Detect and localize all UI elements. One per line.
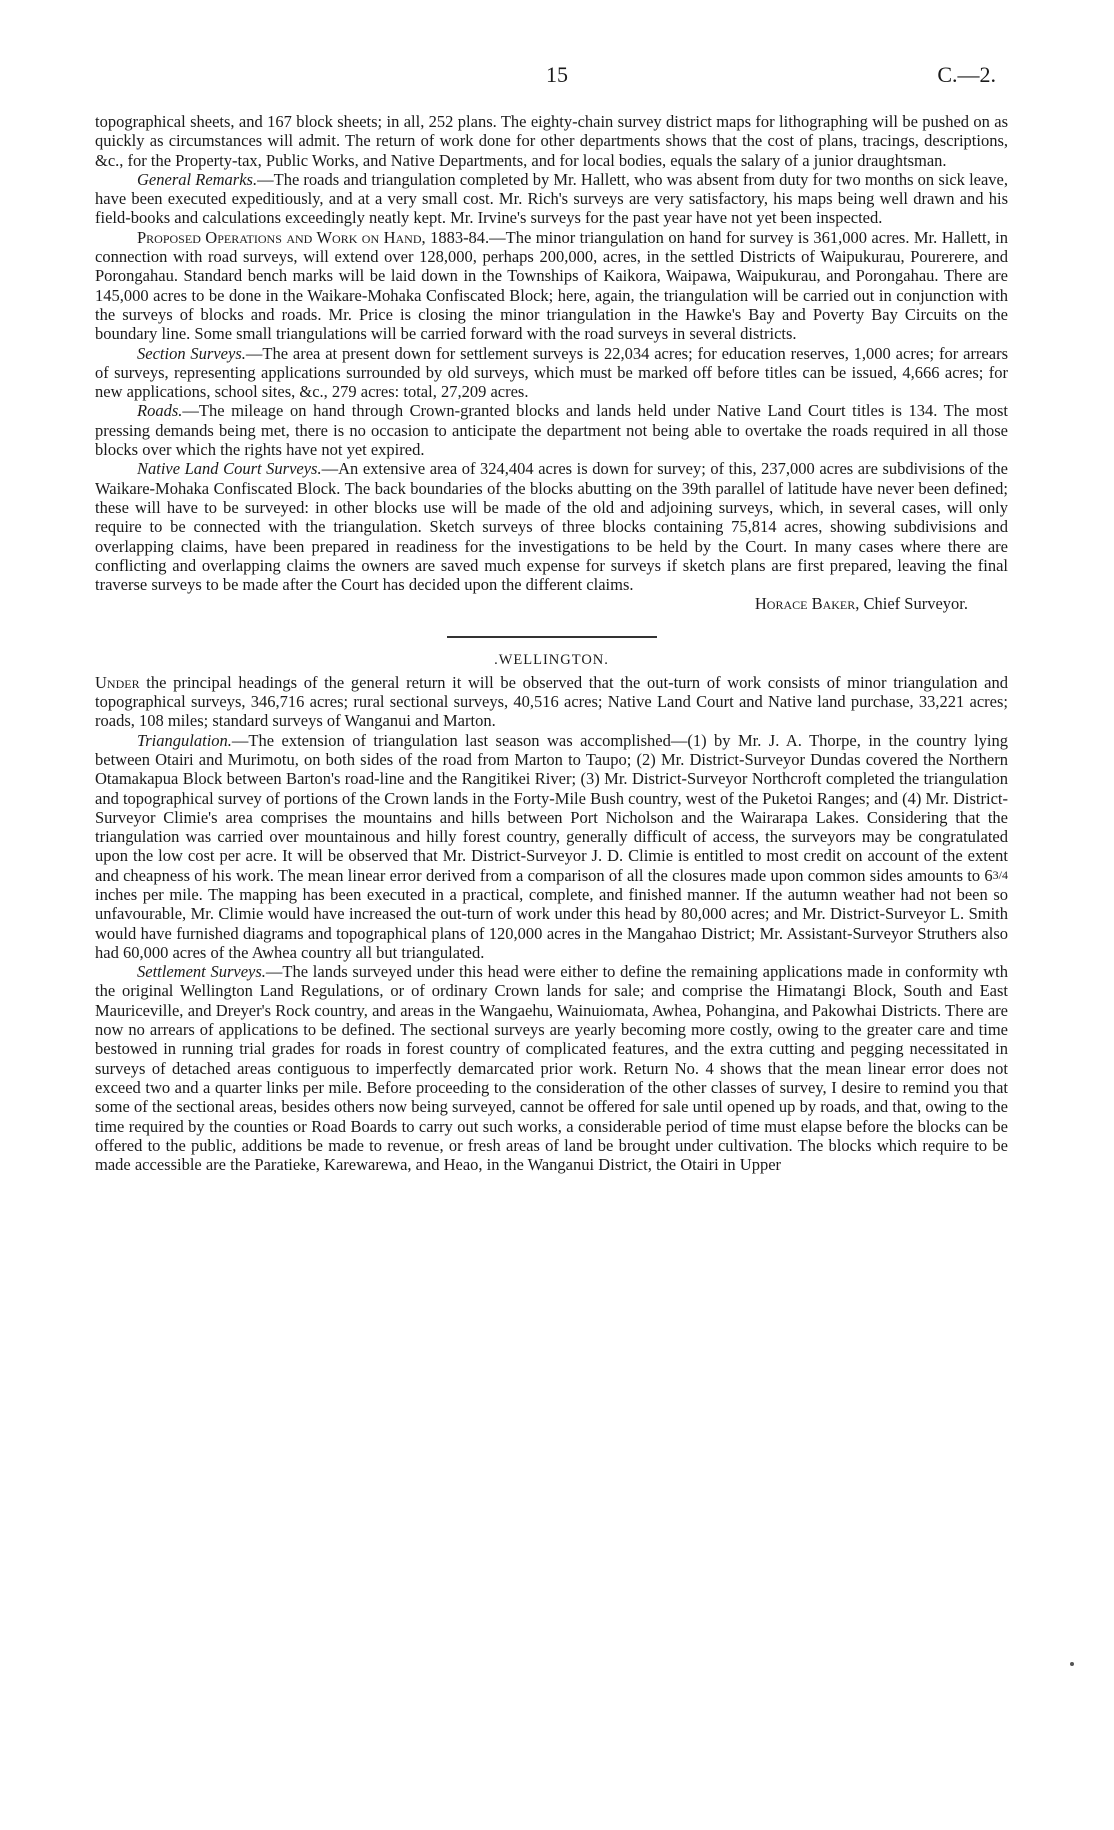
paragraph-native-land-court: Native Land Court Surveys.—An extensive area of 324,404 acres is down for survey; of this, 237,000 acres are subdivisions of the Waikare-Mohaka Confiscated Block. The back boundaries of the blocks abutting on the 39th parallel of latitude have never been defined; these will have to be surveyed: in other blocks use will be made of the old and adjoining surveys, which, in several cases, will only require to be connected with the triangulation. Sketch surveys of three blocks containing 75,814 acres, showing subdivisions and overlapping claims, have been prepared in readiness for the investigations to be held by the Court. In many cases where there are conflicting and overlapping claims the owners are saved much expense for surveys if sketch plans are first prepared, leaving the final traverse surveys to be made after the Court has decided upon the different claims. [95, 459, 1008, 595]
signature-name: Horace Baker [754, 594, 856, 614]
heading-proposed-operations: Proposed Operations and Work on Hand [137, 227, 422, 247]
paragraph-proposed-operations: Proposed Operations and Work on Hand, 1883-84.—The minor triangulation on hand for survey is 361,000 acres. Mr. Hallett, in connection with road surveys, will extend over 128,000, perhaps 200,000, acres, in the settled Districts of Waipukurau, Pourerere, and Porongahau. Standard bench marks will be laid down in the Townships of Kaikora, Waipawa, Waipukurau, and Porongahau. There are 145,000 acres to be done in the Waikare-Mohaka Confiscated Block; here, again, the triangulation will be carried out in conjunction with the surveys of blocks and roads. Mr. Price is closing the minor triangulation in the Hawke's Bay and Poverty Bay Circuits on the boundary line. Some small triangulations will be carried forward with the road surveys in several districts. [95, 227, 1008, 344]
page-number: 15 [546, 62, 568, 87]
heading-native-land-court: Native Land Court Surveys. [137, 459, 322, 479]
fraction: 3/4 [992, 867, 1008, 882]
paragraph-triangulation: Triangulation.—The extension of triangulation last season was accomplished—(1) by Mr. J. A. Thorpe, in the country lying between Otairi and Murimotu, on both sides of the road from Marton to Taupo; (2) Mr. District-Surveyor Dundas covered the Northern Otamakapua Block between Barton's road-line and the Rangitikei River; (3) Mr. District-Surveyor Northcroft completed the triangulation and topographical survey of portions of the Crown lands in the Forty-Mile Bush country, west of the Puketoi Ranges; and (4) Mr. District-Surveyor Climie's area comprises the mountains and hills between Port Nicholson and the Wairarapa Lakes. Considering that the triangulation was carried over mountainous and hilly forest country, generally difficult of access, the surveyors may be congratulated upon the low cost per acre. It will be observed that Mr. District-Surveyor J. D. Climie is entitled to most credit on account of the extent and cheapness of his work. The mean linear error derived from a comparison of all the closures made upon common sides amounts to 63/4 inches per mile. The mapping has been executed in a practical, complete, and finished manner. If the autumn weather had not been so unfavourable, Mr. Climie would have increased the out-turn of work under this head by 80,000 acres; and Mr. District-Surveyor L. Smith would have furnished diagrams and topographical plans of 120,000 acres in the Mangahao District; Mr. Assistant-Surveyor Struthers also had 60,000 acres of the Awhea country all but triangulated. [95, 730, 1008, 962]
paragraph-section-surveys: Section Surveys.—The area at present down for settlement surveys is 22,034 acres; for education reserves, 1,000 acres; for arrears of surveys, representing applications surrounded by old surveys, which must be marked off before titles can be issued, 4,666 acres; for new applications, school sites, &c., 279 acres: total, 27,209 acres. [95, 343, 1008, 402]
heading-triangulation: Triangulation. [137, 730, 232, 750]
paragraph-plans: topographical sheets, and 167 block sheets; in all, 252 plans. The eighty-chain survey district maps for lithographing will be pushed on as quickly as circumstances will admit. The return of work done for other departments shows that the cost of plans, tracings, descriptions, &c., for the Property-tax, Public Works, and Native Departments, and for local bodies, equals the salary of a junior draughtsman. [95, 112, 1008, 170]
margin-mark [1070, 1662, 1074, 1666]
heading-section-surveys: Section Surveys. [137, 343, 246, 363]
heading-general-remarks: General Remarks. [137, 169, 258, 189]
lead-word: Under [95, 672, 140, 692]
page-header [0, 62, 1114, 90]
page-body [95, 112, 1008, 1174]
paragraph-wellington-intro: Under the principal headings of the general return it will be observed that the out-turn of work consists of minor triangulation and topographical surveys, 346,716 acres; rural sectional surveys, 40,516 acres; Native Land Court and Native land purchase, 33,221 acres; roads, 108 miles; standard surveys of Wanganui and Marton. [95, 672, 1008, 731]
heading-roads: Roads. [137, 401, 183, 421]
signature [95, 594, 968, 613]
section-title-wellington: .WELLINGTON. [494, 651, 609, 668]
paragraph-settlement-surveys: Settlement Surveys.—The lands surveyed under this head were either to define the remaining applications made in conformity wth the original Wellington Land Regulations, or of ordinary Crown lands for sale; and comprise the Himatangi Block, South and East Mauriceville, and Dreyer's Rock country, and areas in the Wangaehu, Wainuiomata, Awhea, Pohangina, and Pakowhai Districts. There are now no arrears of applications to be defined. The sectional surveys are yearly becoming more costly, owing to the greater care and time bestowed in running trial grades for roads in forest country of complicated features, and the extra cutting and pegging necessitated in surveys of detached areas contiguous to imperfectly demarcated prior work. Return No. 4 shows that the mean linear error does not exceed two and a quarter links per mile. Before proceeding to the consideration of the other classes of survey, I desire to remind you that some of the sectional areas, besides others now being surveyed, cannot be offered for sale until opened up by roads, and that, owing to the time required by the counties or Road Boards to carry out such works, a considerable period of time must elapse before the blocks can be offered to the public, additions be made to revenue, or fresh areas of land be brought under cultivation. The blocks which require to be made accessible are the Paratieke, Karewarewa, and Heao, in the Wanganui District, the Otairi in Upper [95, 962, 1008, 1175]
paragraph-roads: Roads.—The mileage on hand through Crown-granted blocks and lands held under Native Land Court titles is 134. The most pressing demands being met, there is no occasion to anticipate the department not being able to overtake the roads required in all those blocks over which the rights have not yet expired. [95, 401, 1008, 460]
heading-settlement-surveys: Settlement Surveys. [137, 962, 266, 982]
signature-title: , Chief Surveyor. [855, 594, 968, 614]
section-divider [447, 636, 657, 638]
paragraph-general-remarks: General Remarks.—The roads and triangulation completed by Mr. Hallett, who was absent from duty for two months on sick leave, have been executed expeditiously, and at a very small cost. Mr. Rich's surveys are very satisfactory, his maps being well drawn and his field-books and calculations exceedingly neatly kept. Mr. Irvine's surveys for the past year have not yet been inspected. [95, 169, 1008, 228]
document-code: C.—2. [937, 62, 996, 87]
